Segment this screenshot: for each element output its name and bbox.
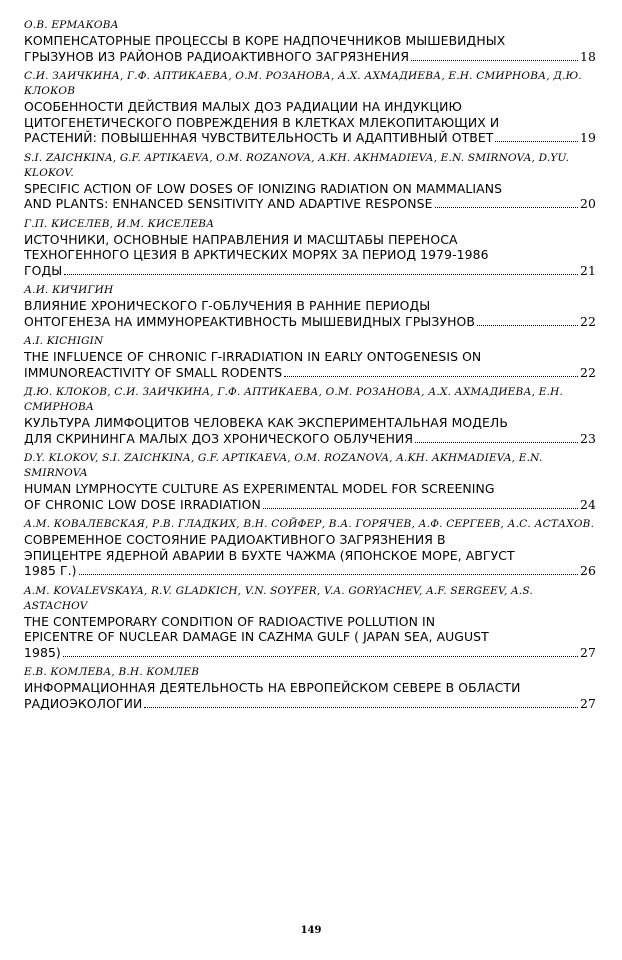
toc-entry-title-end: ОНТОГЕНЕЗА НА ИММУНОРЕАКТИВНОСТЬ МЫШЕВИДНЫХ ГРЫЗУНОВ [24, 313, 475, 329]
toc-entry-page: 24 [580, 496, 596, 512]
toc-entry-title-line: THE CONTEMPORARY CONDITION OF RADIOACTIVE POLLUTION IN [24, 613, 436, 629]
toc-entry-authors: С.И. ЗАИЧКИНА, Г.Ф. АПТИКАЕВА, О.М. РОЗАНОВА, А.Х. АХМАДИЕВА, Е.Н. СМИРНОВА, Д.Ю. [24, 70, 582, 82]
toc-entry [24, 151, 596, 212]
toc-entry-title-last-line [24, 49, 596, 65]
toc-entry-authors: Г.П. КИСЕЛЕВ, И.М. КИСЕЛЕВА [24, 217, 215, 230]
page-number: 149 [300, 925, 322, 936]
toc-entry-page: 27 [580, 695, 596, 711]
toc-entry-title-line: ОСОБЕННОСТИ ДЕЙСТВИЯ МАЛЫХ ДОЗ РАДИАЦИИ НА ИНДУКЦИЮ [24, 99, 462, 114]
toc-entry-authors: О.В. ЕРМАКОВА [24, 19, 119, 31]
table-of-contents [24, 18, 596, 716]
toc-entry-page: 18 [580, 48, 596, 64]
dot-leader [411, 59, 578, 61]
toc-entry [24, 283, 596, 329]
toc-entry [24, 18, 596, 64]
dot-leader [415, 441, 578, 443]
toc-entry-title-last-line [24, 314, 596, 330]
dot-leader [284, 375, 578, 377]
toc-entry [24, 665, 596, 711]
toc-entry-title-end: OF CHRONIC LOW DOSE IRRADIATION [24, 496, 261, 512]
dot-leader [477, 324, 578, 326]
toc-entry-title-end: ДЛЯ СКРИНИНГА МАЛЫХ ДОЗ ХРОНИЧЕСКОГО ОБЛУЧЕНИЯ [24, 430, 414, 446]
toc-entry-page: 22 [580, 313, 596, 329]
toc-entry [24, 451, 596, 512]
toc-entry-title-line: ЭПИЦЕНТРЕ ЯДЕРНОЙ АВАРИИ В БУХТЕ ЧАЖМА (ЯПОНСКОЕ МОРЕ, АВГУСТ [24, 547, 515, 563]
toc-entry-title-line: ТЕХНОГЕННОГО ЦЕЗИЯ В АРКТИЧЕСКИХ МОРЯХ ЗА ПЕРИОД 1979-1986 [24, 247, 489, 262]
toc-entry-title-last-line [24, 645, 596, 661]
toc-entry-title-line: THE INFLUENCE OF CHRONIC Γ-IRRADIATION IN EARLY ONTOGENESIS ON [24, 349, 482, 364]
toc-entry-authors: A.I. KICHIGIN [24, 335, 104, 347]
dot-leader [263, 507, 578, 509]
toc-entry-title-end: РАДИОЭКОЛОГИИ [24, 695, 143, 711]
toc-entry-title-last-line [24, 431, 596, 447]
dot-leader [144, 706, 578, 708]
dot-leader [495, 140, 578, 142]
toc-entry-title-last-line [24, 365, 596, 381]
toc-entry-page: 26 [580, 563, 596, 578]
toc-entry-title-end: IMMUNOREACTIVITY OF SMALL RODENTS [24, 364, 283, 380]
toc-entry [24, 517, 596, 579]
toc-entry-title-last-line [24, 196, 596, 212]
toc-entry-title-line: HUMAN LYMPHOCYTE CULTURE AS EXPERIMENTAL MODEL FOR SCREENING [24, 481, 495, 496]
toc-entry-title-last-line [24, 263, 596, 279]
toc-entry-title-end: 1985 Г.) [24, 563, 77, 578]
toc-entry-title-end: РАСТЕНИЙ: ПОВЫШЕННАЯ ЧУВСТВИТЕЛЬНОСТЬ И АДАПТИВНЫЙ ОТВЕТ [24, 130, 494, 145]
toc-entry-title-end: 1985) [24, 644, 61, 660]
toc-entry-title-line: SPECIFIC ACTION OF LOW DOSES OF IONIZING RADIATION ON MAMMALIANS [24, 180, 503, 196]
toc-entry-title-last-line [24, 130, 596, 146]
toc-entry-authors: Е.В. КОМЛЕВА, В.Н. КОМЛЕВ [24, 666, 200, 678]
toc-entry-title-last-line [24, 497, 596, 513]
toc-entry-authors: ASTACHOV [24, 599, 88, 612]
toc-entry-page: 21 [580, 262, 596, 278]
toc-entry-title-line: КОМПЕНСАТОРНЫЕ ПРОЦЕССЫ В КОРЕ НАДПОЧЕЧНИКОВ МЫШЕВИДНЫХ [24, 33, 506, 48]
toc-entry-title-line: ВЛИЯНИЕ ХРОНИЧЕСКОГО Γ-ОБЛУЧЕНИЯ В РАННИЕ ПЕРИОДЫ [24, 298, 431, 313]
toc-entry-title-line: СОВРЕМЕННОЕ СОСТОЯНИЕ РАДИОАКТИВНОГО ЗАГРЯЗНЕНИЯ В [24, 532, 446, 547]
toc-entry-authors: A.M. KOVALEVSKAYA, R.V. GLADKICH, V.N. SOYFER, V.A. GORYACHEV, A.F. SERGEEV, A.S. [24, 584, 533, 597]
toc-entry-authors: Д.Ю. КЛОКОВ, С.И. ЗАИЧКИНА, Г.Ф. АПТИКАЕВА, О.М. РОЗАНОВА, А.Х. АХМАДИЕВА, Е.Н. [24, 386, 563, 398]
toc-entry-title-last-line [24, 563, 596, 579]
toc-entry-authors: SMIRNOVA [24, 467, 88, 479]
toc-entry [24, 217, 596, 279]
toc-entry-title-end: ГРЫЗУНОВ ИЗ РАЙОНОВ РАДИОАКТИВНОГО ЗАГРЯЗНЕНИЯ [24, 48, 410, 64]
dot-leader [435, 206, 578, 208]
toc-entry-page: 23 [580, 430, 596, 446]
toc-entry-authors: D.Y. KLOKOV, S.I. ZAICHKINA, G.F. APTIKAEVA, O.M. ROZANOVA, A.KH. AKHMADIEVA, E.N. [24, 452, 543, 464]
toc-entry-page: 27 [580, 644, 596, 660]
toc-entry [24, 69, 596, 146]
toc-entry-title-line: ЦИТОГЕНЕТИЧЕСКОГО ПОВРЕЖДЕНИЯ В КЛЕТКАХ МЛЕКОПИТАЮЩИХ И [24, 114, 500, 130]
toc-entry-title-end: ГОДЫ [24, 262, 63, 278]
toc-entry-title-last-line [24, 696, 596, 712]
toc-entry-authors: S.I. ZAICHKINA, G.F. APTIKAEVA, O.M. ROZANOVA, A.KH. AKHMADIEVA, E.N. SMIRNOVA, D.YU. [24, 151, 570, 164]
toc-entry-authors: KLOKOV. [24, 166, 74, 179]
dot-leader [64, 273, 578, 275]
toc-entry [24, 584, 596, 661]
dot-leader [63, 655, 578, 657]
toc-entry-title-line: EPICENTRE OF NUCLEAR DAMAGE IN CAZHMA GULF ( JAPAN SEA, AUGUST [24, 629, 489, 644]
toc-entry-authors: КЛОКОВ [24, 85, 76, 97]
toc-entry-page: 22 [580, 364, 596, 380]
toc-entry-title-line: ИНФОРМАЦИОННАЯ ДЕЯТЕЛЬНОСТЬ НА ЕВРОПЕЙСКОМ СЕВЕРЕ В ОБЛАСТИ [24, 680, 521, 695]
toc-entry-authors: А.М. КОВАЛЕВСКАЯ, Р.В. ГЛАДКИХ, В.Н. СОЙФЕР, В.А. ГОРЯЧЕВ, А.Ф. СЕРГЕЕВ, А.С. АСТАХОВ. [24, 518, 595, 530]
toc-entry-title-end: AND PLANTS: ENHANCED SENSITIVITY AND ADAPTIVE RESPONSE [24, 196, 433, 211]
toc-entry-authors: А.И. КИЧИГИН [24, 284, 114, 296]
toc-entry-page: 19 [580, 130, 596, 145]
toc-entry-title-line: КУЛЬТУРА ЛИМФОЦИТОВ ЧЕЛОВЕКА КАК ЭКСПЕРИМЕНТАЛЬНАЯ МОДЕЛЬ [24, 415, 508, 430]
dot-leader [79, 573, 578, 575]
toc-entry [24, 334, 596, 380]
toc-entry-title-line: ИСТОЧНИКИ, ОСНОВНЫЕ НАПРАВЛЕНИЯ И МАСШТАБЫ ПЕРЕНОСА [24, 231, 458, 247]
toc-entry-page: 20 [580, 196, 596, 211]
toc-entry [24, 385, 596, 446]
toc-entry-authors: СМИРНОВА [24, 401, 95, 413]
